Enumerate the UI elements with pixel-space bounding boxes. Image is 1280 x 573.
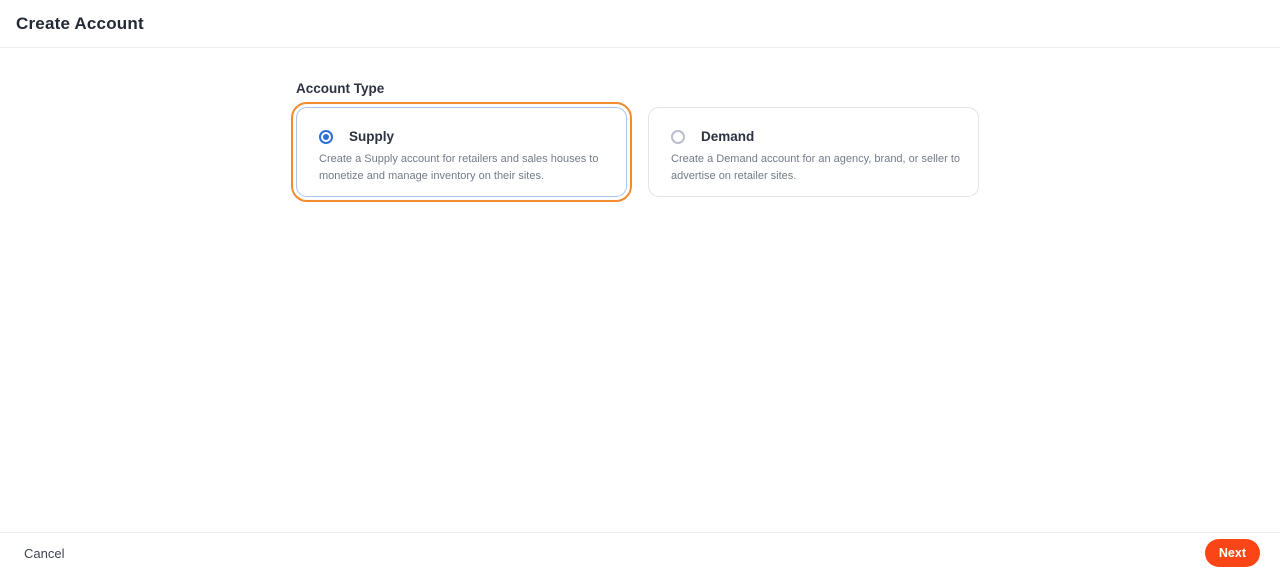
radio-selected-icon[interactable] (319, 130, 333, 144)
account-type-label: Account Type (296, 81, 385, 96)
cancel-button[interactable]: Cancel (24, 545, 65, 561)
page-header (0, 0, 1280, 48)
option-row (319, 129, 608, 144)
option-description-supply: Create a Supply account for retailers and sales houses to monetize and manage inventory on their sites. (319, 153, 599, 182)
option-description-demand: Create a Demand account for an agency, brand, or seller to advertise on retailer sites. (671, 153, 961, 182)
page-title: Create Account (16, 13, 144, 33)
option-row (671, 129, 960, 144)
account-type-options (296, 107, 1280, 197)
option-label-demand: Demand (701, 129, 755, 144)
option-label-supply: Supply (349, 129, 395, 144)
account-type-option-supply[interactable] (296, 107, 627, 197)
create-account-form (0, 48, 1280, 197)
page-footer (0, 532, 1280, 573)
radio-unselected-icon[interactable] (671, 130, 685, 144)
account-type-option-demand[interactable] (648, 107, 979, 197)
next-button[interactable]: Next (1205, 539, 1260, 567)
